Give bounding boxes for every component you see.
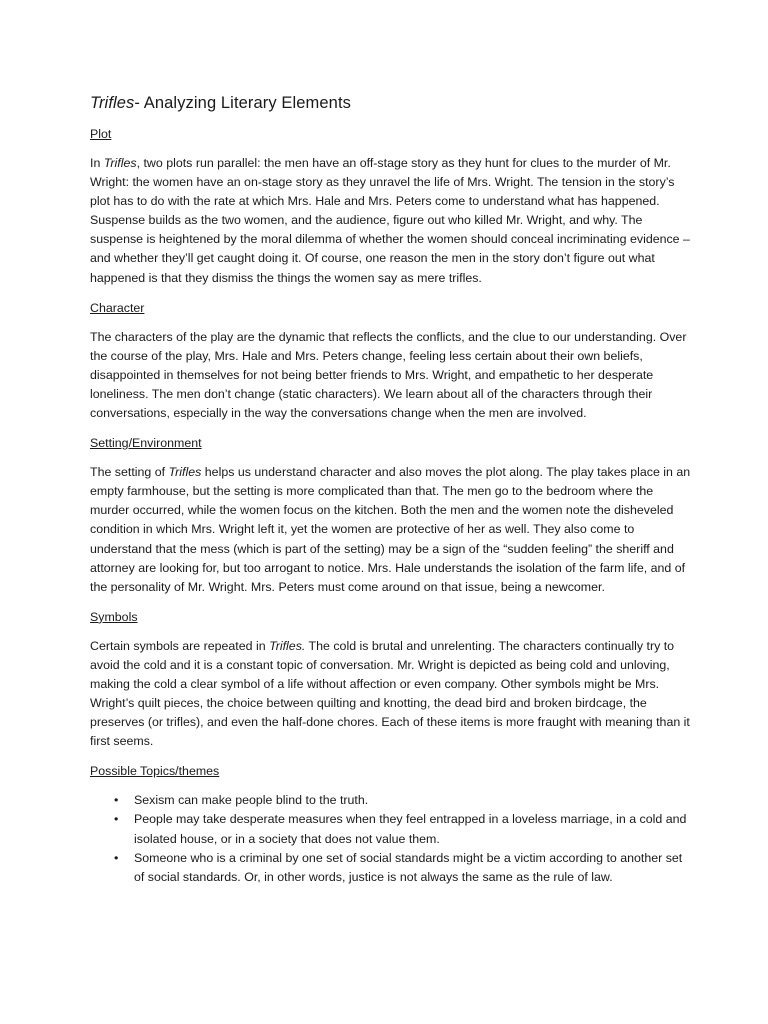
heading-character: Character bbox=[90, 300, 145, 315]
paragraph-setting bbox=[90, 463, 694, 597]
title-rest: - Analyzing Literary Elements bbox=[134, 94, 351, 112]
paragraph-character: The characters of the play are the dynamic that reflects the conflicts, and the clue to our understanding. Over the course of the play, Mrs. Hale and Mrs. Peters change, feeling less certain about their own beliefs, disappointed in themselves for not being better friends to Mrs. Wright, and empathetic to her desperate loneliness. The men don’t change (static characters). We learn about all of the characters through their conversations, especially in the way the conversations change when the men are involved. bbox=[90, 329, 687, 421]
heading-plot: Plot bbox=[90, 127, 112, 141]
list-item bbox=[114, 810, 694, 848]
plot-text-post: , two plots run parallel: the men have an off-stage story as they hunt for clues to the murder of Mr. Wright: the women have an on-stage story as they unravel the life of Mrs. Wright. The tension in the story’s plot has to do with the rate at which Mrs. Hale and Mrs. Peters come to understand what has happened. Suspense builds as the two women, and the audience, figure out who killed Mr. Wright, and why. The suspense is heightened by the moral dilemma of whether the women should conceal incriminating evidence – and whether they’ll get caught doing it. Of course, one reason the men in the story don’t figure out what happened is that they dismiss the things the women say as mere trifles. bbox=[90, 156, 690, 285]
bullet-icon: • bbox=[114, 812, 119, 827]
page-title bbox=[90, 94, 694, 113]
bullet-icon: • bbox=[114, 850, 119, 865]
setting-text-italic: Trifles bbox=[168, 465, 202, 480]
paragraph-plot bbox=[90, 154, 694, 288]
bullet-icon: • bbox=[114, 793, 119, 808]
list-item bbox=[114, 791, 694, 810]
themes-list bbox=[90, 791, 694, 886]
list-item-text: Sexism can make people blind to the truth. bbox=[134, 793, 369, 808]
setting-text-pre: The setting of bbox=[90, 465, 169, 480]
heading-symbols: Symbols bbox=[90, 609, 138, 624]
symbols-text-post: The cold is brutal and unrelenting. The characters continually try to avoid the cold and it is a constant topic of conversation. Mr. Wright is depicted as being cold and unloving, making the cold a clear symbol of a life without affection or even company. Other symbols might be Mrs. Wright’s quilt pieces, the choice between quilting and knotting, the dead bird and broken birdcage, the preserves (or trifles), and even the half-done chores. Each of these items is more fraught with meaning than it first seems. bbox=[90, 638, 690, 749]
symbols-text-italic: Trifles. bbox=[269, 638, 306, 653]
plot-text-pre: In bbox=[90, 156, 104, 170]
symbols-text-pre: Certain symbols are repeated in bbox=[90, 638, 270, 653]
list-item bbox=[114, 849, 694, 887]
list-item-text: Someone who is a criminal by one set of social standards might be a victim according to another set of social standards. Or, in other words, justice is not always the same as the rule of law. bbox=[134, 850, 683, 884]
title-italic: Trifles bbox=[90, 94, 135, 112]
heading-themes: Possible Topics/themes bbox=[90, 764, 220, 779]
plot-text-italic: Trifles bbox=[103, 156, 137, 170]
list-item-text: People may take desperate measures when they feel entrapped in a loveless marriage, in a cold and isolated house, or in a society that does not value them. bbox=[134, 812, 687, 846]
paragraph-symbols bbox=[90, 637, 694, 752]
setting-text-post: helps us understand character and also moves the plot along. The play takes place in an empty farmhouse, but the setting is more complicated than that. The men go to the bedroom where the murder occurred, while the women focus on the kitchen. Both the men and the women note the disheveled condition in which Mrs. Wright left it, yet the women are protective of her as well. They also come to understand that the mess (which is part of the setting) may be a sign of the “sudden feeling” the sheriff and attorney are looking for, but too arrogant to notice. Mrs. Hale understands the isolation of the farm life, and of the personality of Mr. Wright. Mrs. Peters must come around on that issue, being a newcomer. bbox=[90, 465, 691, 594]
heading-setting: Setting/Environment bbox=[90, 436, 202, 451]
